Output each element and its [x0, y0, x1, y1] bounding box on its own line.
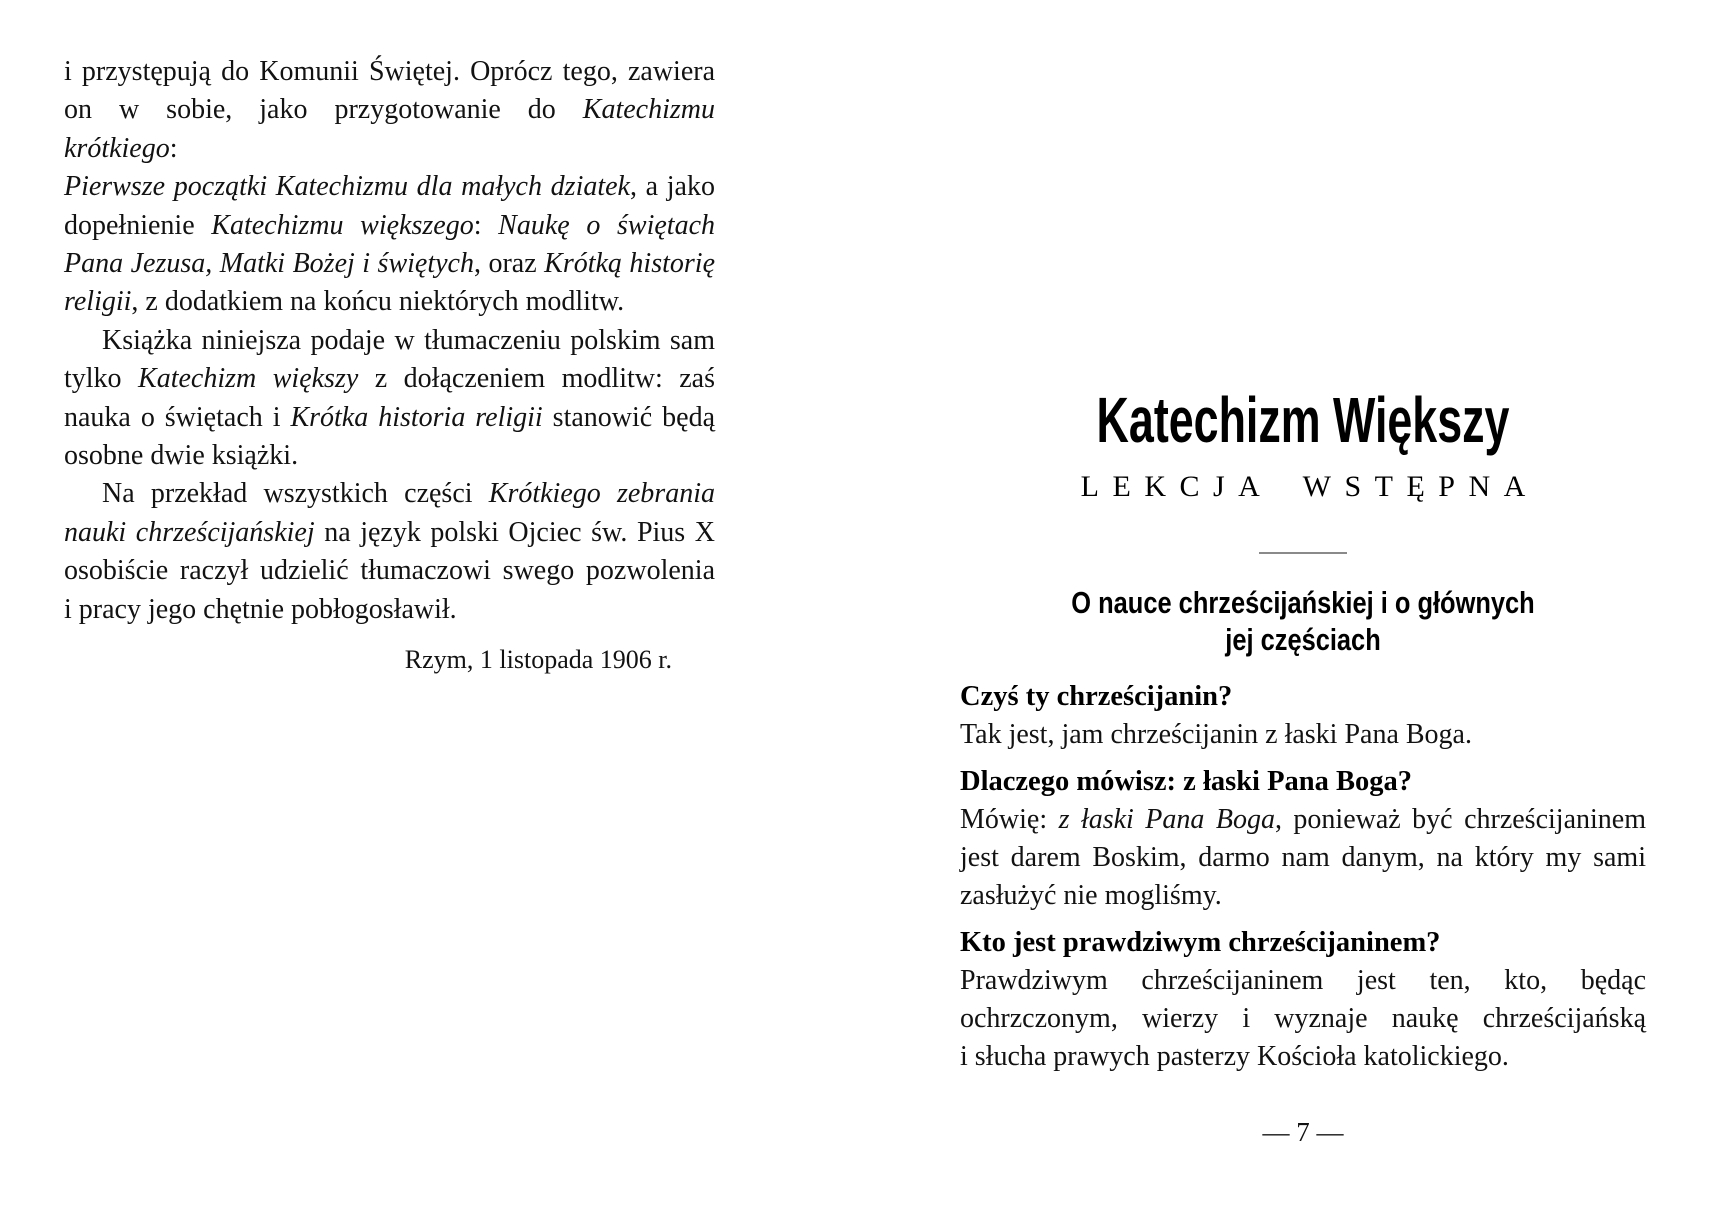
text-run: tylko	[64, 363, 139, 395]
text-line	[64, 552, 715, 590]
text-run: Książka niniejsza podaje w tłumaczeniu polskim sam	[102, 324, 715, 356]
qa-item	[960, 678, 1646, 754]
heading-line: O nauce chrześcijańskiej i o głównych	[1071, 585, 1535, 620]
text-run: :	[473, 209, 499, 241]
text-line	[960, 839, 1646, 877]
text-line	[64, 322, 715, 360]
text-run: :	[169, 132, 178, 164]
text-line	[64, 283, 715, 321]
text-run: , a jako	[629, 171, 715, 203]
text-line	[64, 207, 715, 245]
text-run: na język polski Ojciec św. Pius X	[314, 516, 715, 548]
text-run: Krótką historię	[544, 248, 715, 280]
answer	[960, 716, 1646, 754]
text-line	[64, 399, 715, 437]
text-run: zasłużyć nie mogliśmy.	[960, 880, 1222, 911]
text-run: osobiście raczył udzielić tłumaczowi swego pozwolenia	[64, 555, 715, 587]
text-line	[64, 168, 715, 206]
text-run: on w sobie, jako przygotowanie do	[64, 94, 583, 126]
text-run: , z dodatkiem na końcu niektórych modlitw.	[131, 286, 625, 318]
text-run: , ponieważ być chrześcijaninem	[1274, 804, 1646, 835]
text-run: religii	[64, 286, 132, 318]
text-run: z dołączeniem modlitw: zaś	[358, 363, 715, 395]
text-run: z łaski Pana Boga	[1058, 804, 1275, 835]
text-run: Prawdziwym chrześcijaninem jest ten, kto, będąc	[960, 965, 1646, 996]
text-run: , oraz	[473, 248, 545, 280]
text-run: Katechizmu większego	[211, 209, 474, 241]
text-line	[64, 475, 715, 513]
question: Kto jest prawdziwym chrześcijaninem?	[960, 927, 1441, 958]
qa-list	[960, 678, 1646, 1076]
text-line	[64, 245, 715, 283]
text-run: i słucha prawych pasterzy Kościoła katolickiego.	[960, 1041, 1509, 1072]
qa-item	[960, 763, 1646, 915]
answer	[960, 801, 1646, 915]
text-run: Mówię:	[960, 804, 1059, 835]
text-line	[960, 716, 1646, 754]
text-line	[960, 962, 1646, 1000]
text-line	[64, 360, 715, 398]
page-number: — 7 —	[1262, 1117, 1344, 1147]
section-divider	[1259, 552, 1347, 554]
text-run: dopełnienie	[64, 209, 212, 241]
text-run: i przystępują do Komunii Świętej. Oprócz tego, zawiera	[64, 56, 715, 87]
text-line	[64, 514, 715, 552]
text-run: nauka o świętach i	[64, 401, 291, 433]
text-run: Katechizmu krótkiego	[64, 94, 715, 164]
text-line	[960, 877, 1646, 915]
right-page	[960, 384, 1646, 1076]
text-run: Katechizm większy	[138, 363, 359, 395]
left-page	[64, 53, 715, 676]
question: Czyś ty chrześcijanin?	[960, 681, 1233, 712]
text-line	[960, 1000, 1646, 1038]
question: Dlaczego mówisz: z łaski Pana Boga?	[960, 766, 1412, 797]
text-run: jest darem Boskim, darmo nam danym, na który my sami	[960, 842, 1646, 873]
text-line	[64, 591, 715, 629]
text-run: Tak jest, jam chrześcijanin z łaski Pana Boga.	[960, 719, 1472, 750]
text-run: stanowić będą	[542, 401, 716, 433]
dateline: Rzym, 1 listopada 1906 r.	[404, 645, 672, 675]
text-line	[64, 91, 715, 168]
text-run: Pierwsze początki Katechizmu dla małych dziatek	[64, 171, 630, 203]
section-heading	[1022, 584, 1585, 658]
book-title: Katechizm Większy	[1096, 384, 1510, 456]
text-run: i pracy jego chętnie pobłogosławił.	[64, 593, 457, 625]
text-run: Naukę o świętach	[498, 209, 715, 241]
text-run: osobne dwie książki.	[64, 440, 299, 472]
text-run: nauki chrześcijańskiej	[64, 516, 315, 548]
text-line	[64, 437, 715, 475]
text-line	[64, 53, 715, 91]
left-page-lines	[64, 53, 715, 629]
qa-item	[960, 924, 1646, 1076]
heading-line: jej częściach	[1225, 622, 1381, 657]
text-run: ochrzczonym, wierzy i wyznaje naukę chrześcijańską	[960, 1003, 1646, 1034]
text-run: Krótka historia religii	[290, 401, 543, 433]
answer	[960, 962, 1646, 1076]
text-run: Krótkiego zebrania	[488, 478, 715, 510]
text-line	[960, 1038, 1646, 1076]
text-run: Na przekład wszystkich części	[102, 478, 489, 510]
text-run: Pana Jezusa, Matki Bożej i świętych	[64, 248, 474, 280]
text-line	[960, 801, 1646, 839]
lesson-subtitle: LEKCJA WSTĘPNA	[1080, 470, 1539, 503]
